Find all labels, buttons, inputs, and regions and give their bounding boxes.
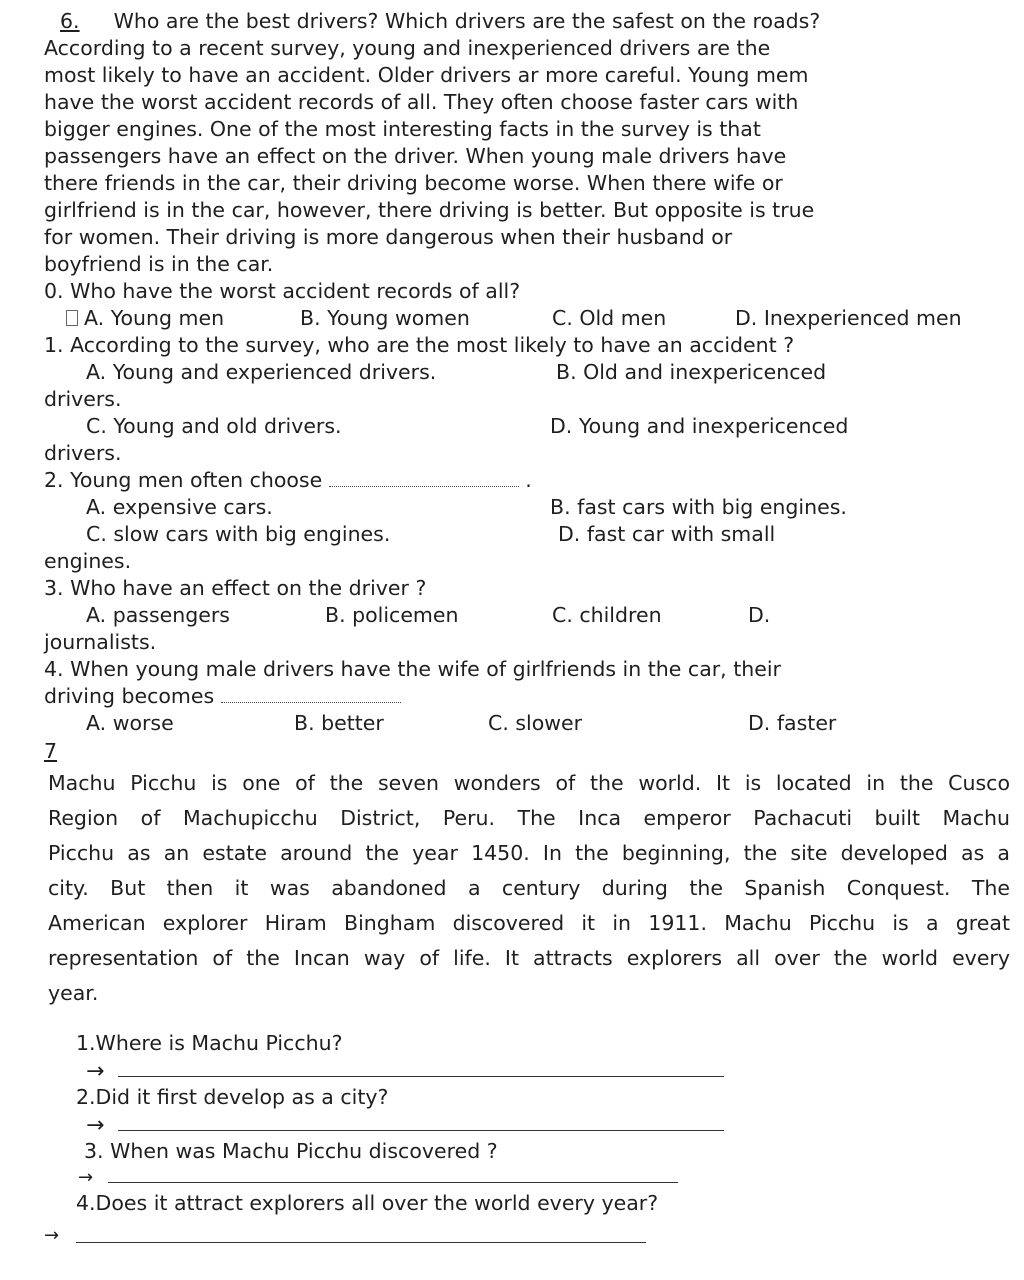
question-tail: .	[525, 468, 532, 492]
passage-line: boyfriend is in the car.	[44, 252, 274, 276]
q1-option-a: A. Young and experienced drivers.	[86, 360, 437, 384]
section-6-number: 6.	[60, 9, 80, 33]
q0-option-c: C. Old men	[552, 306, 667, 330]
q3-option-a: A. passengers	[86, 603, 230, 627]
passage-line: city. But then it was abandoned a century during the Spanish Conquest. The	[48, 876, 1010, 900]
question-0: 0. Who have the worst accident records of all?	[44, 279, 521, 303]
q1-option-c: C. Young and old drivers.	[86, 414, 342, 438]
section-7-question-1: 1.Where is Machu Picchu?	[76, 1031, 343, 1055]
option-label: A. Young men	[84, 306, 225, 330]
q3-option-c: C. children	[552, 603, 662, 627]
q4-option-b: B. better	[294, 711, 384, 735]
question-text: 2. Young men often choose	[44, 468, 323, 492]
q0-option-b: B. Young women	[300, 306, 470, 330]
section-7-question-4: 4.Does it attract explorers all over the world every year?	[76, 1191, 659, 1215]
question-2	[44, 467, 532, 494]
answer-line[interactable]	[118, 1076, 724, 1077]
question-4-line-1: 4. When young male drivers have the wife of girlfriends in the car, their	[44, 657, 781, 681]
answer-blank[interactable]	[329, 468, 519, 487]
section-7-number: 7	[44, 739, 58, 763]
section-7-question-3: 3. When was Machu Picchu discovered ?	[84, 1139, 498, 1163]
passage-line: year.	[48, 981, 99, 1005]
answer-line[interactable]	[118, 1130, 724, 1131]
passage-line: bigger engines. One of the most interesting facts in the survey is that	[44, 117, 761, 141]
q4-option-d: D. faster	[748, 711, 837, 735]
q2-option-a: A. expensive cars.	[86, 495, 273, 519]
checkbox-icon	[66, 310, 78, 326]
question-3: 3. Who have an effect on the driver ?	[44, 576, 427, 600]
answer-blank[interactable]	[221, 684, 401, 703]
q4-option-c: C. slower	[488, 711, 583, 735]
q0-option-a	[66, 305, 224, 332]
arrow-icon: →	[78, 1167, 94, 1188]
question-1: 1. According to the survey, who are the most likely to have an accident ?	[44, 333, 795, 357]
q2-option-b: B. fast cars with big engines.	[550, 495, 847, 519]
q4-option-a: A. worse	[86, 711, 174, 735]
question-4-line-2	[44, 683, 401, 710]
passage-line: there friends in the car, their driving become worse. When there wife or	[44, 171, 783, 195]
arrow-icon: →	[86, 1059, 105, 1084]
q2-wrap: engines.	[44, 549, 132, 573]
passage-line: most likely to have an accident. Older drivers ar more careful. Young mem	[44, 63, 809, 87]
passage-line: passengers have an effect on the driver. When young male drivers have	[44, 144, 787, 168]
q3-wrap: journalists.	[44, 630, 157, 654]
passage-line: American explorer Hiram Bingham discovered it in 1911. Machu Picchu is a great	[48, 911, 1010, 935]
q1-option-b: B. Old and inexpericenced	[556, 360, 827, 384]
question-text: driving becomes	[44, 684, 215, 708]
q3-option-d: D.	[748, 603, 771, 627]
q2-option-c: C. slow cars with big engines.	[86, 522, 391, 546]
passage-line: Machu Picchu is one of the seven wonders of the world. It is located in the Cusco	[48, 771, 1010, 795]
passage-line: Region of Machupicchu District, Peru. The Inca emperor Pachacuti built Machu	[48, 806, 1010, 830]
q3-option-b: B. policemen	[325, 603, 459, 627]
arrow-icon: →	[44, 1225, 60, 1246]
answer-line[interactable]	[76, 1242, 646, 1243]
section-7-question-2: 2.Did it first develop as a city?	[76, 1085, 389, 1109]
passage-line: Picchu as an estate around the year 1450. In the beginning, the site developed as a	[48, 841, 1010, 865]
passage-line: representation of the Incan way of life. It attracts explorers all over the world every	[48, 946, 1010, 970]
q1-option-d: D. Young and inexpericenced	[550, 414, 849, 438]
passage-line: have the worst accident records of all. They often choose faster cars with	[44, 90, 799, 114]
q0-option-d: D. Inexperienced men	[735, 306, 962, 330]
passage-line: for women. Their driving is more dangerous when their husband or	[44, 225, 733, 249]
section-6-first-line	[60, 8, 820, 35]
q2-option-d: D. fast car with small	[558, 522, 776, 546]
arrow-icon: →	[86, 1113, 105, 1138]
answer-line[interactable]	[108, 1182, 678, 1183]
passage-line: girlfriend is in the car, however, there driving is better. But opposite is true	[44, 198, 815, 222]
q1-wrap: drivers.	[44, 387, 122, 411]
q1-wrap: drivers.	[44, 441, 122, 465]
passage-line: According to a recent survey, young and inexperienced drivers are the	[44, 36, 771, 60]
passage-line: Who are the best drivers? Which drivers are the safest on the roads?	[113, 9, 821, 33]
